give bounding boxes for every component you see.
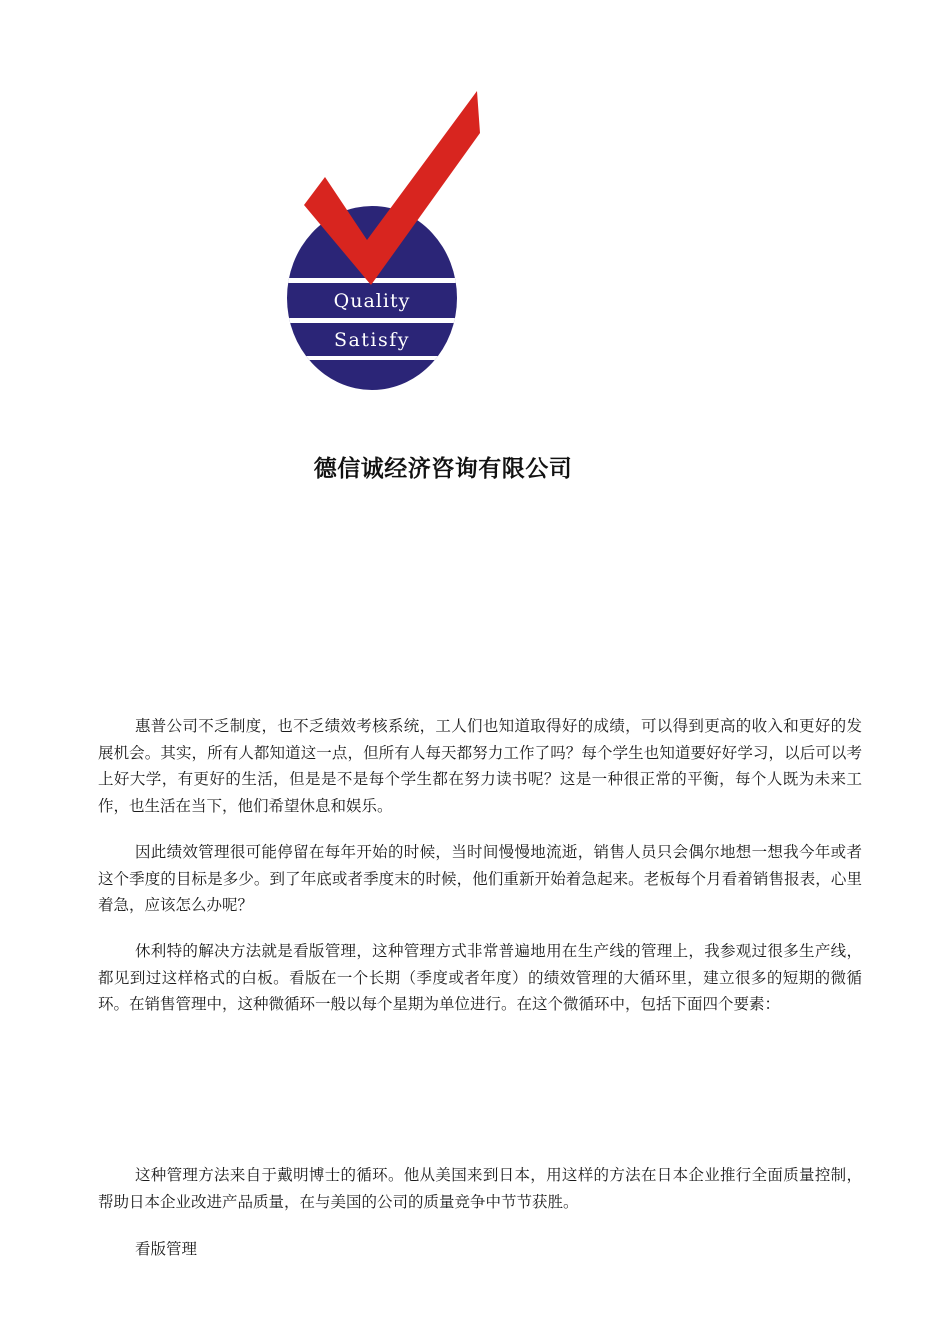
section-heading-kanban: 看版管理 xyxy=(135,1240,198,1258)
paragraph-3: 休利特的解决方法就是看版管理，这种管理方式非常普遍地用在生产线的管理上，我参观过很多生产线，都见到过这样格式的白板。看版在一个长期（季度或者年度）的绩效管理的大循环里，建立很多的短期的微循环。在销售管理中，这种微循环一般以每个星期为单位进行。在这个微循环中，包括下面四个要素： xyxy=(98,942,862,1014)
company-name: 德信诚经济咨询有限公司 xyxy=(313,456,573,482)
quality-satisfy-logo xyxy=(270,85,490,395)
paragraph-2: 因此绩效管理很可能停留在每年开始的时候，当时间慢慢地流逝，销售人员只会偶尔地想一想我今年或者这个季度的目标是多少。到了年底或者季度末的时候，他们重新开始着急起来。老板每个月看着销售报表，心里着急，应该怎么办呢？ xyxy=(98,843,862,915)
logo-text-quality: Quality xyxy=(333,290,411,312)
paragraph-1: 惠普公司不乏制度，也不乏绩效考核系统，工人们也知道取得好的成绩，可以得到更高的收入和更好的发展机会。其实，所有人都知道这一点，但所有人每天都努力工作了吗？每个学生也知道要好好学习，以后可以考上好大学，有更好的生活，但是是不是每个学生都在努力读书呢？这是一种很正常的平衡，每个人既为未来工作，也生活在当下，他们希望休息和娱乐。 xyxy=(98,717,862,816)
paragraph-4: 这种管理方法来自于戴明博士的循环。他从美国来到日本，用这样的方法在日本企业推行全面质量控制，帮助日本企业改进产品质量，在与美国的公司的质量竞争中节节获胜。 xyxy=(98,1166,862,1211)
logo-text-satisfy: Satisfy xyxy=(333,329,411,351)
